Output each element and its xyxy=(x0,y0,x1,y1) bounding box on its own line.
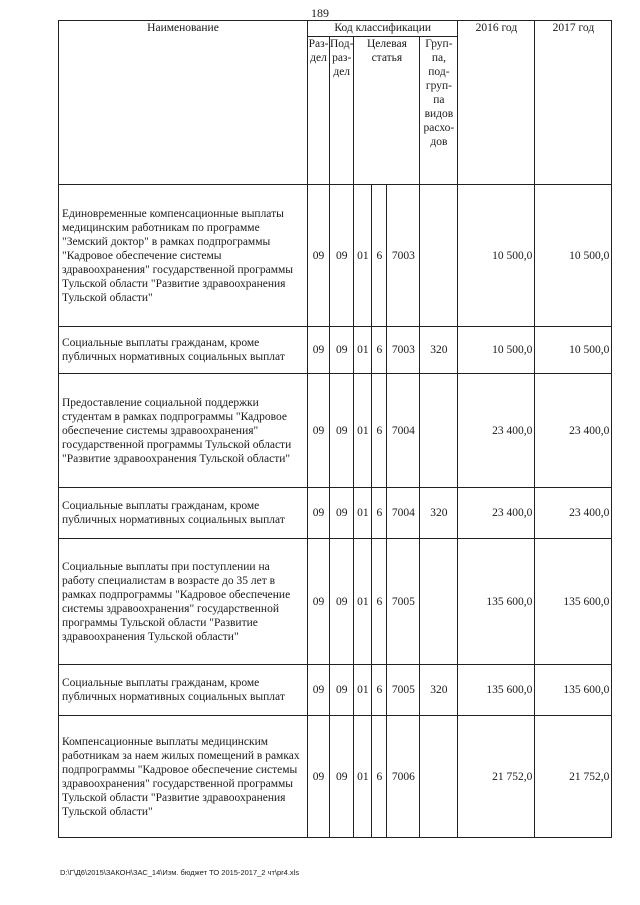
cell-grp xyxy=(420,374,458,488)
table-row xyxy=(59,539,612,665)
cell-c1: 01 xyxy=(354,374,372,488)
cell-y2: 10 500,0 xyxy=(535,185,612,327)
cell-name: Единовременные компенсационные выплаты медицинским работникам по программе "Земский доктор" в рамках подпрограммы "Кадровое обеспечение системы здравоохранения" государственной программы Тульской области "Развитие здравоохранения Тульской области" xyxy=(59,185,308,327)
cell-y1: 135 600,0 xyxy=(458,665,535,716)
cell-y2: 135 600,0 xyxy=(535,539,612,665)
cell-y2: 23 400,0 xyxy=(535,374,612,488)
cell-pr: 09 xyxy=(330,716,354,838)
cell-grp: 320 xyxy=(420,327,458,374)
cell-c2: 6 xyxy=(372,665,387,716)
header-group: Груп-па, под-груп-па видов расхо-дов xyxy=(420,37,458,185)
cell-name: Социальные выплаты гражданам, кроме публичных нормативных социальных выплат xyxy=(59,665,308,716)
cell-r: 09 xyxy=(308,716,330,838)
cell-c3: 7003 xyxy=(387,327,420,374)
cell-y1: 23 400,0 xyxy=(458,374,535,488)
cell-r: 09 xyxy=(308,327,330,374)
cell-c1: 01 xyxy=(354,716,372,838)
cell-c2: 6 xyxy=(372,185,387,327)
cell-r: 09 xyxy=(308,488,330,539)
header-target: Целевая статья xyxy=(354,37,420,185)
cell-c3: 7003 xyxy=(387,185,420,327)
cell-grp: 320 xyxy=(420,488,458,539)
cell-pr: 09 xyxy=(330,665,354,716)
cell-y1: 135 600,0 xyxy=(458,539,535,665)
table-row xyxy=(59,374,612,488)
table-row xyxy=(59,488,612,539)
cell-name: Социальные выплаты при поступлении на работу специалистам в возрасте до 35 лет в рамках подпрограммы "Кадровое обеспечение системы здравоохранения" государственной программы Тульской области "Развитие здравоохранения Тульской области" xyxy=(59,539,308,665)
page-number: 189 xyxy=(311,6,329,20)
cell-c3: 7004 xyxy=(387,488,420,539)
cell-grp xyxy=(420,539,458,665)
header-podrazdel: Под-раз-дел xyxy=(330,37,354,185)
table-row xyxy=(59,327,612,374)
cell-grp xyxy=(420,185,458,327)
cell-c2: 6 xyxy=(372,488,387,539)
cell-c1: 01 xyxy=(354,327,372,374)
file-path-footer: D:\Г\Д6\2015\ЗАКОН\ЗАС_14\Изм. бюджет ТО 2015-2017_2 чт\pr4.xls xyxy=(60,868,300,877)
table-row xyxy=(59,716,612,838)
cell-c1: 01 xyxy=(354,539,372,665)
cell-y2: 23 400,0 xyxy=(535,488,612,539)
cell-c1: 01 xyxy=(354,665,372,716)
cell-y2: 21 752,0 xyxy=(535,716,612,838)
cell-c3: 7005 xyxy=(387,539,420,665)
cell-name: Предоставление социальной поддержки студентам в рамках подпрограммы "Кадровое обеспечение системы здравоохранения" государственной программы Тульской области "Развитие здравоохранения Тульской области" xyxy=(59,374,308,488)
cell-c1: 01 xyxy=(354,488,372,539)
budget-table xyxy=(58,20,612,838)
cell-pr: 09 xyxy=(330,488,354,539)
cell-y2: 10 500,0 xyxy=(535,327,612,374)
cell-c3: 7006 xyxy=(387,716,420,838)
header-razdel: Раз-дел xyxy=(308,37,330,185)
header-year-2016: 2016 год xyxy=(458,21,535,185)
cell-c3: 7004 xyxy=(387,374,420,488)
table-row xyxy=(59,185,612,327)
cell-r: 09 xyxy=(308,374,330,488)
cell-r: 09 xyxy=(308,539,330,665)
cell-c2: 6 xyxy=(372,374,387,488)
cell-y1: 21 752,0 xyxy=(458,716,535,838)
cell-c1: 01 xyxy=(354,185,372,327)
cell-r: 09 xyxy=(308,185,330,327)
cell-y1: 10 500,0 xyxy=(458,327,535,374)
cell-y1: 10 500,0 xyxy=(458,185,535,327)
cell-grp xyxy=(420,716,458,838)
cell-c2: 6 xyxy=(372,327,387,374)
cell-name: Социальные выплаты гражданам, кроме публичных нормативных социальных выплат xyxy=(59,327,308,374)
cell-r: 09 xyxy=(308,665,330,716)
table-body xyxy=(59,185,612,838)
cell-c2: 6 xyxy=(372,716,387,838)
cell-name: Социальные выплаты гражданам, кроме публичных нормативных социальных выплат xyxy=(59,488,308,539)
cell-pr: 09 xyxy=(330,374,354,488)
cell-y2: 135 600,0 xyxy=(535,665,612,716)
table-row xyxy=(59,665,612,716)
cell-c3: 7005 xyxy=(387,665,420,716)
cell-name: Компенсационные выплаты медицинским работникам за наем жилых помещений в рамках подпрограммы "Кадровое обеспечение системы здравоохранения" государственной программы Тульской области "Развитие здравоохранения Тульской области" xyxy=(59,716,308,838)
header-code-group: Код классификации xyxy=(308,21,458,37)
cell-pr: 09 xyxy=(330,327,354,374)
cell-pr: 09 xyxy=(330,185,354,327)
cell-c2: 6 xyxy=(372,539,387,665)
cell-grp: 320 xyxy=(420,665,458,716)
header-year-2017: 2017 год xyxy=(535,21,612,185)
cell-y1: 23 400,0 xyxy=(458,488,535,539)
header-name: Наименование xyxy=(59,21,308,185)
cell-pr: 09 xyxy=(330,539,354,665)
